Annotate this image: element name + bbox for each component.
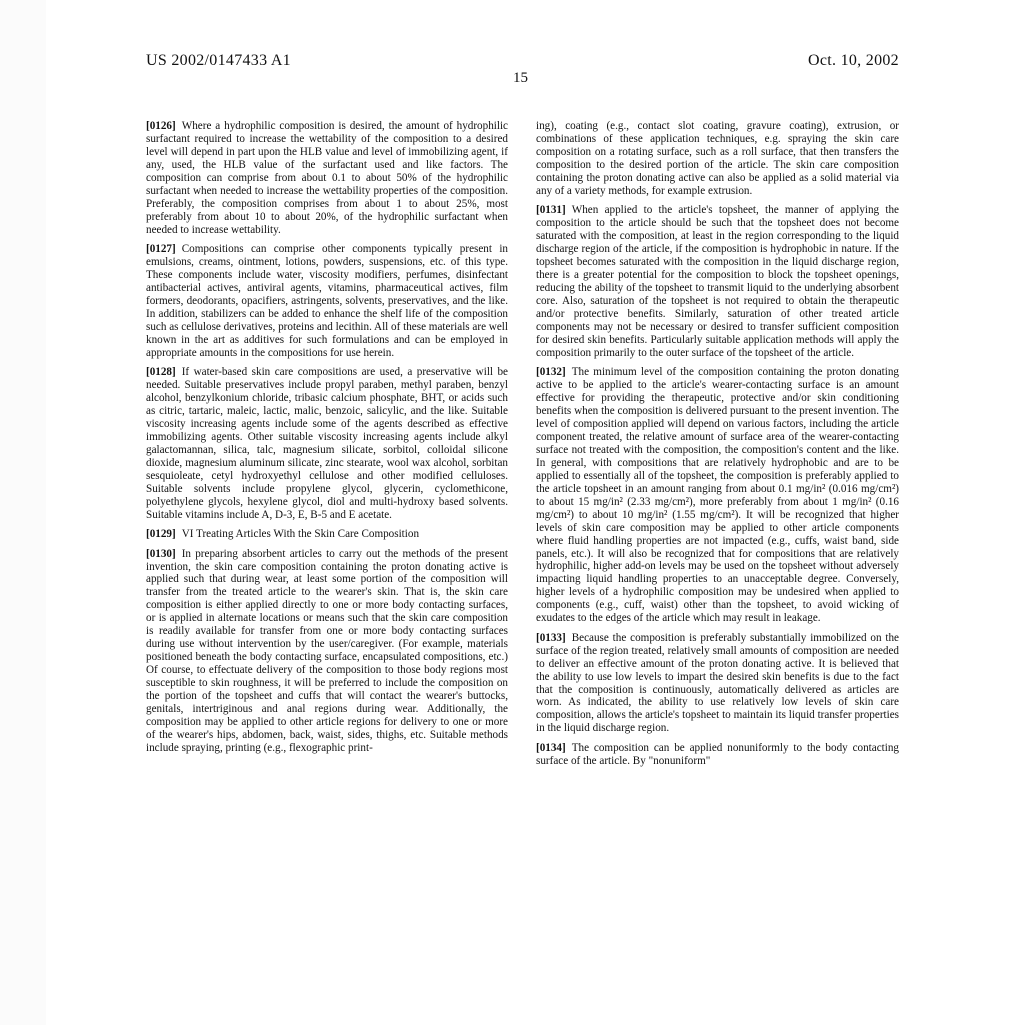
paragraph-number: [0132] xyxy=(536,366,566,379)
paragraph xyxy=(536,366,899,625)
paragraph-text: When applied to the article's topsheet, the manner of applying the composition to the article should be such that the topsheet does not become saturated with the composition, at least in the region corresponding to the liquid discharge region of the article, if the composition is hydrophobic in nature. If the topsheet becomes saturated with the composition in the liquid discharge region, there is a greater potential for the composition to block the topsheet openings, reducing the ability of the topsheet to transmit liquid to the underlying absorbent core. Also, saturation of the topsheet is not required to obtain the therapeutic and/or protective benefits. Similarly, saturation of other treated article components may not be necessary or desired to transfer sufficient composition for desired skin benefits. Particularly suitable application methods will apply the composition primarily to the outer surface of the topsheet of the article. xyxy=(536,204,899,359)
paragraph xyxy=(146,120,508,237)
paragraph xyxy=(536,204,899,359)
paragraph-continued xyxy=(536,120,899,198)
paragraph xyxy=(146,366,508,521)
paragraph-text: ing), coating (e.g., contact slot coating, gravure coating), extrusion, or combinations of these application techniques, e.g. spraying the skin care composition on a rotating surface, such as a roll surface, that then transfers the composition to the desired portion of the article. The skin care composition containing the proton donating active can also be applied as a solid material via any of a variety methods, for example extrusion. xyxy=(536,120,899,197)
paragraph-number: [0130] xyxy=(146,547,176,560)
section-heading xyxy=(146,528,508,541)
paragraph-text: Because the composition is preferably substantially immobilized on the surface of the region treated, relatively small amounts of composition are needed to deliver an effective amount of the proton donating active. It is believed that the ability to use low levels to impart the desired skin benefits is due to the fact that the composition is continuously, automatically delivered as articles are worn. As indicated, the ability to use relatively low levels of skin care composition, allows the article's topsheet to maintain its liquid transfer properties in the liquid discharge region. xyxy=(536,631,899,735)
paragraph-text: In preparing absorbent articles to carry out the methods of the present invention, the skin care composition containing the proton donating active is applied such that during wear, at least some portion of the composition will transfer from the treated article to the wearer's skin. That is, the skin care composition is either applied directly to one or more body contacting surfaces, or is applied in alternate locations or means such that the skin care composition is readily available for transfer from one or more body contacting surfaces during use without intervention by the user/caregiver. (For example, materials positioned beneath the body contacting surface, encapsulated compositions, etc.) Of course, to effectuate delivery of the composition to those body regions most susceptible to skin roughness, it will be preferred to include the composition on the portion of the topsheet and cuffs that will contact the wearer's buttocks, genitals, intertriginous and anal regions during wear. Additionally, the composition may be applied to other article regions for delivery to one or more of the wearer's hips, abdomen, back, waist, sides, thighs, etc. Suitable methods include spraying, printing (e.g., flexographic print- xyxy=(146,547,508,754)
paragraph xyxy=(536,742,899,768)
paragraph xyxy=(146,548,508,755)
paragraph-number: [0126] xyxy=(146,120,176,132)
paragraph-text: Where a hydrophilic composition is desired, the amount of hydrophilic surfactant required to increase the wettability of the composition to a desired level will depend in part upon the HLB value and level of immobilizing agent, if any, used, the HLB value of the surfactant used and like factors. The composition can comprise from about 0.1 to about 50% of the hydrophilic surfactant when needed to increase the wettability properties of the composition. Preferably, the composition comprises from about 1 to about 25%, most preferably from about 10 to about 20%, of the hydrophilic surfactant when needed to increase wettability. xyxy=(146,120,508,236)
left-column xyxy=(146,120,508,960)
paragraph-text: The minimum level of the composition containing the proton donating active to be applied to the article's wearer-contacting surface is an amount effective for providing the therapeutic, protective and/or skin conditioning benefits when the composition is delivered pursuant to the present invention. The level of composition applied will depend on various factors, including the article component treated, the relative amount of surface area of the wearer-contacting surface not treated with the composition, the composition's content and the like. In general, with compositions that are relatively hydrophobic and are to be applied to essentially all of the topsheet, the composition is preferably applied to the article topsheet in an amount ranging from about 0.1 mg/in² (0.016 mg/cm²) to about 15 mg/in² (2.33 mg/cm²), more preferably from about 1 mg/in² (0.16 mg/cm²) to about 10 mg/in² (1.55 mg/cm²). It will be recognized that higher levels of skin care composition may be applied to other article components where fluid handling properties are not impacted (e.g., cuffs, waist band, side panels, etc.). It will also be recognized that for compositions that are relatively hydrophilic, higher add-on levels may be used on the topsheet without adversely impacting liquid handling properties to an unacceptable degree. Conversely, higher levels of a hydrophilic composition may be undesired when applied to components (e.g., cuff, waist) other than the topsheet, to avoid wicking of exudates to the edges of the article which may result in leakage. xyxy=(536,366,899,625)
paragraph xyxy=(536,632,899,736)
paragraph xyxy=(146,243,508,360)
paragraph-text: If water-based skin care compositions are used, a preservative will be needed. Suitable preservatives include propyl paraben, methyl paraben, benzyl alcohol, benzylkonium chloride, tribasic calcium phosphate, BHT, or acids such as citric, tartaric, maleic, lactic, malic, benzoic, salicylic, and the like. Suitable viscosity increasing agents include some of the agents described as effective immobilizing agents. Other suitable viscosity increasing agents include alkyl galactomannan, silica, talc, magnesium silicate, sorbitol, colloidal silicone dioxide, magnesium aluminum silicate, zinc stearate, wool wax alcohol, sorbitan sesquioleate, cetyl hydroxyethyl cellulose and other modified celluloses. Suitable solvents include propylene glycol, glycerin, cyclomethicone, polyethylene glycols, hexylene glycol, diol and multi-hydroxy based solvents. Suitable vitamins include A, D-3, E, B-5 and E acetate. xyxy=(146,366,508,521)
paragraph-number: [0134] xyxy=(536,741,566,754)
paragraph-number: [0133] xyxy=(536,631,566,644)
paragraph-number: [0129] xyxy=(146,528,176,541)
publication-number: US 2002/0147433 A1 xyxy=(146,52,291,69)
publication-date: Oct. 10, 2002 xyxy=(807,52,899,69)
page-number: 15 xyxy=(513,70,528,86)
paragraph-number: [0127] xyxy=(146,243,176,256)
paragraph-number: [0131] xyxy=(536,204,566,217)
scan-margin xyxy=(0,0,46,1025)
paragraph-number: [0128] xyxy=(146,366,176,379)
right-column xyxy=(536,120,899,960)
heading-text: VI Treating Articles With the Skin Care Composition xyxy=(181,528,420,541)
paragraph-text: Compositions can comprise other components typically present in emulsions, creams, ointment, lotions, powders, suspensions, etc. of this type. These components include water, viscosity modifiers, perfumes, disinfectant antibacterial actives, antiviral agents, vitamins, pharmaceutical actives, film formers, deodorants, opacifiers, astringents, solvents, preservatives, and the like. In addition, stabilizers can be added to enhance the shelf life of the composition such as cellulose derivatives, proteins and lecithin. All of these materials are well known in the art as additives for such formulations and can be employed in appropriate amounts in the compositions for use herein. xyxy=(146,243,508,359)
paragraph-text: The composition can be applied nonuniformly to the body contacting surface of the article. By "nonuniform" xyxy=(536,741,899,767)
